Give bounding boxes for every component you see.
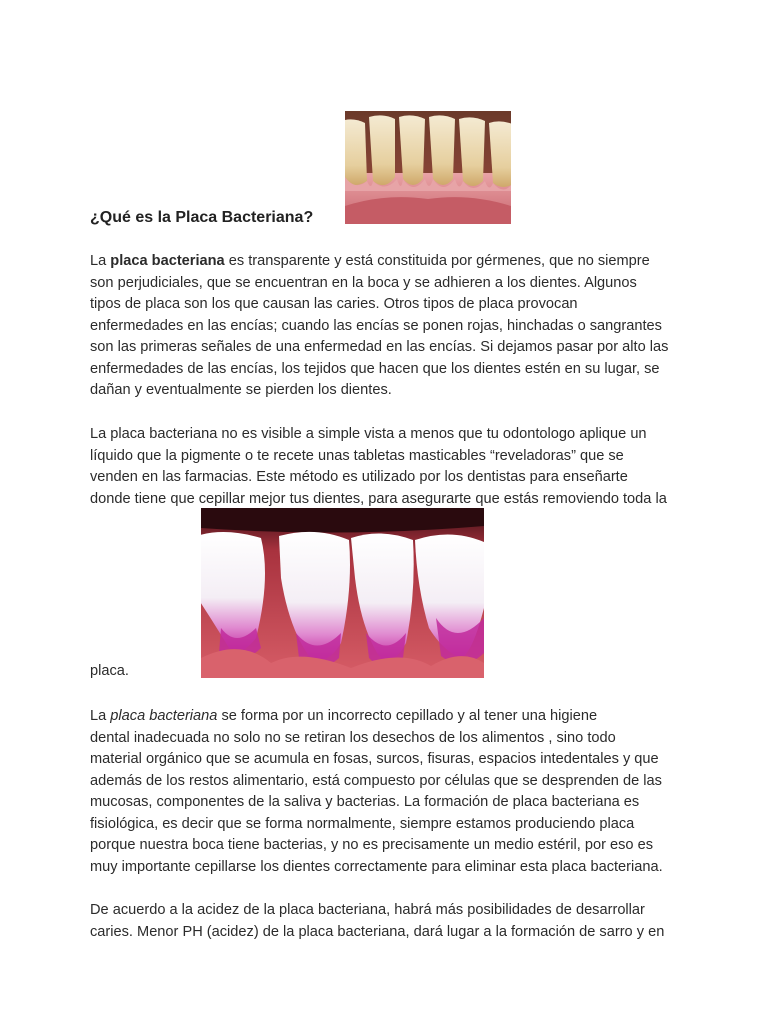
paragraph-4 <box>90 900 690 943</box>
page-title: ¿Qué es la Placa Bacteriana? <box>90 209 314 226</box>
text-line: enfermedades de las encías, los tejidos que hacen que los dientes estén en su lugar, se <box>90 360 660 377</box>
text-line: porque nuestra boca tiene bacterias, y no es precisamente un medio estéril, por eso es <box>90 837 653 853</box>
paragraph-3 <box>90 706 690 878</box>
bold-term: placa bacteriana <box>110 253 225 269</box>
text-line: placa. <box>90 663 129 679</box>
italic-term: placa bacteriana <box>110 708 218 724</box>
text-line: De acuerdo a la acidez de la placa bacteriana, habrá más posibilidades de desarrollar <box>90 902 645 918</box>
text-line: dental inadecuada no solo no se retiran los desechos de los alimentos , sino todo <box>90 729 616 746</box>
text-line: donde tiene que cepillar mejor tus dientes, para asegurarte que estás removiendo toda la <box>90 490 667 507</box>
text-line: líquido que la pigmente o te recete unas tabletas masticables “reveladoras” que se <box>90 447 624 464</box>
paragraph-2 <box>90 424 690 510</box>
text-line: tipos de placa son los que causan las caries. Otros tipos de placa provocan <box>90 296 578 312</box>
text-line: enfermedades en las encías; cuando las encías se ponen rojas, hinchadas o sangrantes <box>90 317 662 334</box>
text-line: son perjudiciales, que se encuentran en la boca y se adhieren a los dientes. Algunos <box>90 274 637 291</box>
paragraph-2-end <box>90 661 690 683</box>
text-line: además de los restos alimentario, está compuesto por células que se desprenden de las <box>90 772 662 789</box>
text-line: dañan y eventualmente se pierden los dientes. <box>90 382 392 398</box>
paragraph-1 <box>90 251 690 402</box>
text-line: muy importante cepillarse los dientes correctamente para eliminar esta placa bacteriana. <box>90 858 663 875</box>
text-line: La placa bacteriana no es visible a simple vista a menos que tu odontologo aplique un <box>90 426 647 442</box>
text-line: mucosas, componentes de la saliva y bacterias. La formación de placa bacteriana es <box>90 794 640 810</box>
plaque-disclosed-teeth-photo <box>201 508 484 678</box>
text-line: son las primeras señales de una enfermedad en las encías. Si dejamos pasar por alto las <box>90 339 669 355</box>
text-line: La placa bacteriana se forma por un incorrecto cepillado y al tener una higiene <box>90 708 598 724</box>
text-line: fisiológica, es decir que se forma normalmente, siempre estamos produciendo placa <box>90 815 635 832</box>
text-line: La placa bacteriana es transparente y está constituida por gérmenes, que no siempre <box>90 253 650 269</box>
text-line: venden en las farmacias. Este método es utilizado por los dentistas para enseñarte <box>90 469 628 485</box>
text-line: material orgánico que se acumula en fosas, surcos, fisuras, espacios intedentales y que <box>90 751 659 767</box>
text-line: caries. Menor PH (acidez) de la placa bacteriana, dará lugar a la formación de sarro y en <box>90 923 665 940</box>
teeth-photo <box>345 111 511 224</box>
